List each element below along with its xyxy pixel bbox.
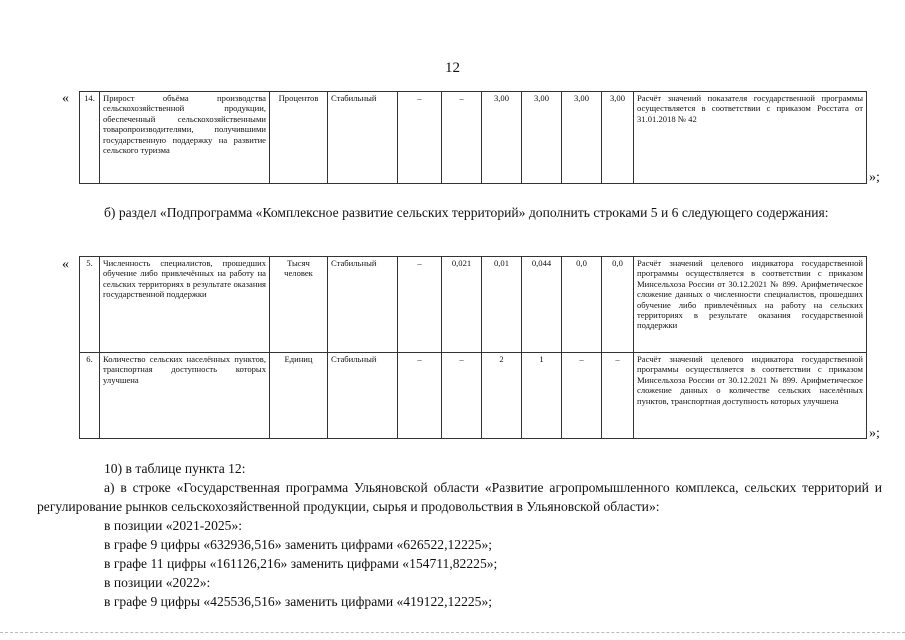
value-cell: –	[398, 353, 442, 439]
column-9-replacement: в графе 9 цифры «632936,516» заменить цифрами «626522,12225»;	[104, 537, 493, 552]
column-11-replacement: в графе 11 цифры «161126,216» заменить цифрами «154711,82225»;	[104, 556, 498, 571]
value-cell: –	[442, 353, 482, 439]
value-cell: 0,021	[442, 257, 482, 353]
table-row	[80, 92, 867, 184]
indicator-name: Количество сельских населённых пунктов, транспортная доступность которых улучшена	[100, 353, 270, 439]
value-cell: –	[562, 353, 602, 439]
value-cell: –	[398, 92, 442, 184]
closing-quote: »;	[869, 170, 880, 185]
closing-quote: »;	[869, 426, 880, 441]
value-cell: 3,00	[522, 92, 562, 184]
section-b-paragraph	[37, 203, 882, 222]
page-number: 12	[445, 60, 460, 76]
value-cell: –	[442, 92, 482, 184]
value-cell: –	[398, 257, 442, 353]
value-cell: 0,0	[602, 257, 634, 353]
value-cell: 3,00	[602, 92, 634, 184]
value-cell: 3,00	[562, 92, 602, 184]
calculation-note: Расчёт значений целевого индикатора государственной программы осуществляется в соответствии с приказом Минсельхоза России от 30.12.2021 № 899. Арифметическое сложение данных о количестве сельских населённых пунктов, транспортная доступность которых улучшена	[634, 353, 867, 439]
unit: Единиц	[270, 353, 328, 439]
indicator-name: Численность специалистов, прошедших обучение либо привлечённых на работу на сельских территориях в результате оказания государственной поддержки	[100, 257, 270, 353]
opening-quote: «	[62, 257, 69, 272]
unit: Процентов	[270, 92, 328, 184]
value-cell: 2	[482, 353, 522, 439]
row-number: 5.	[80, 257, 100, 353]
section-b-text: б) раздел «Подпрограмма «Комплексное развитие сельских территорий» дополнить строками 5 и 6 следующего содержания:	[104, 205, 829, 220]
indicator-type: Стабильный	[328, 92, 398, 184]
row-number: 14.	[80, 92, 100, 184]
unit: Тысяч человек	[270, 257, 328, 353]
indicator-type: Стабильный	[328, 353, 398, 439]
table-indicators-2	[79, 256, 867, 439]
position-2021-2025: в позиции «2021-2025»:	[104, 518, 243, 533]
calculation-note: Расчёт значений показателя государственной программы осуществляется в соответствии с приказом Росстата от 31.01.2018 № 42	[634, 92, 867, 184]
value-cell: 1	[522, 353, 562, 439]
position-2022: в позиции «2022»:	[104, 575, 211, 590]
opening-quote: «	[62, 91, 69, 106]
value-cell: 0,044	[522, 257, 562, 353]
table-indicators-1	[79, 91, 867, 184]
item-10a-paragraph: а) в строке «Государственная программа Ульяновской области «Развитие агропромышленного комплекса, сельских территорий и регулирование рынков сельскохозяйственной продукции, сырья и продовольствия в Ульяновской области»:	[37, 480, 882, 514]
value-cell: 0,01	[482, 257, 522, 353]
column-9-replacement-2022: в графе 9 цифры «425536,516» заменить цифрами «419122,12225»;	[104, 594, 493, 609]
value-cell: 0,0	[562, 257, 602, 353]
calculation-note: Расчёт значений целевого индикатора государственной программы осуществляется в соответствии с приказом Минсельхоза России от 30.12.2021 № 899. Арифметическое сложение данных о численности специалистов, прошедших обучение либо привлечённых на работу на сельских территориях в результате оказания государственной поддержки	[634, 257, 867, 353]
table-row	[80, 257, 867, 353]
item-10-heading: 10) в таблице пункта 12:	[104, 461, 246, 476]
indicator-name: Прирост объёма производства сельскохозяйственной продукции, обеспеченный сельскохозяйственными товаропроизводителями, получившими государственную поддержку на развитие сельского туризма	[100, 92, 270, 184]
value-cell: 3,00	[482, 92, 522, 184]
indicator-type: Стабильный	[328, 257, 398, 353]
scan-edge-line	[0, 632, 905, 633]
row-number: 6.	[80, 353, 100, 439]
value-cell: –	[602, 353, 634, 439]
table-row	[80, 353, 867, 439]
